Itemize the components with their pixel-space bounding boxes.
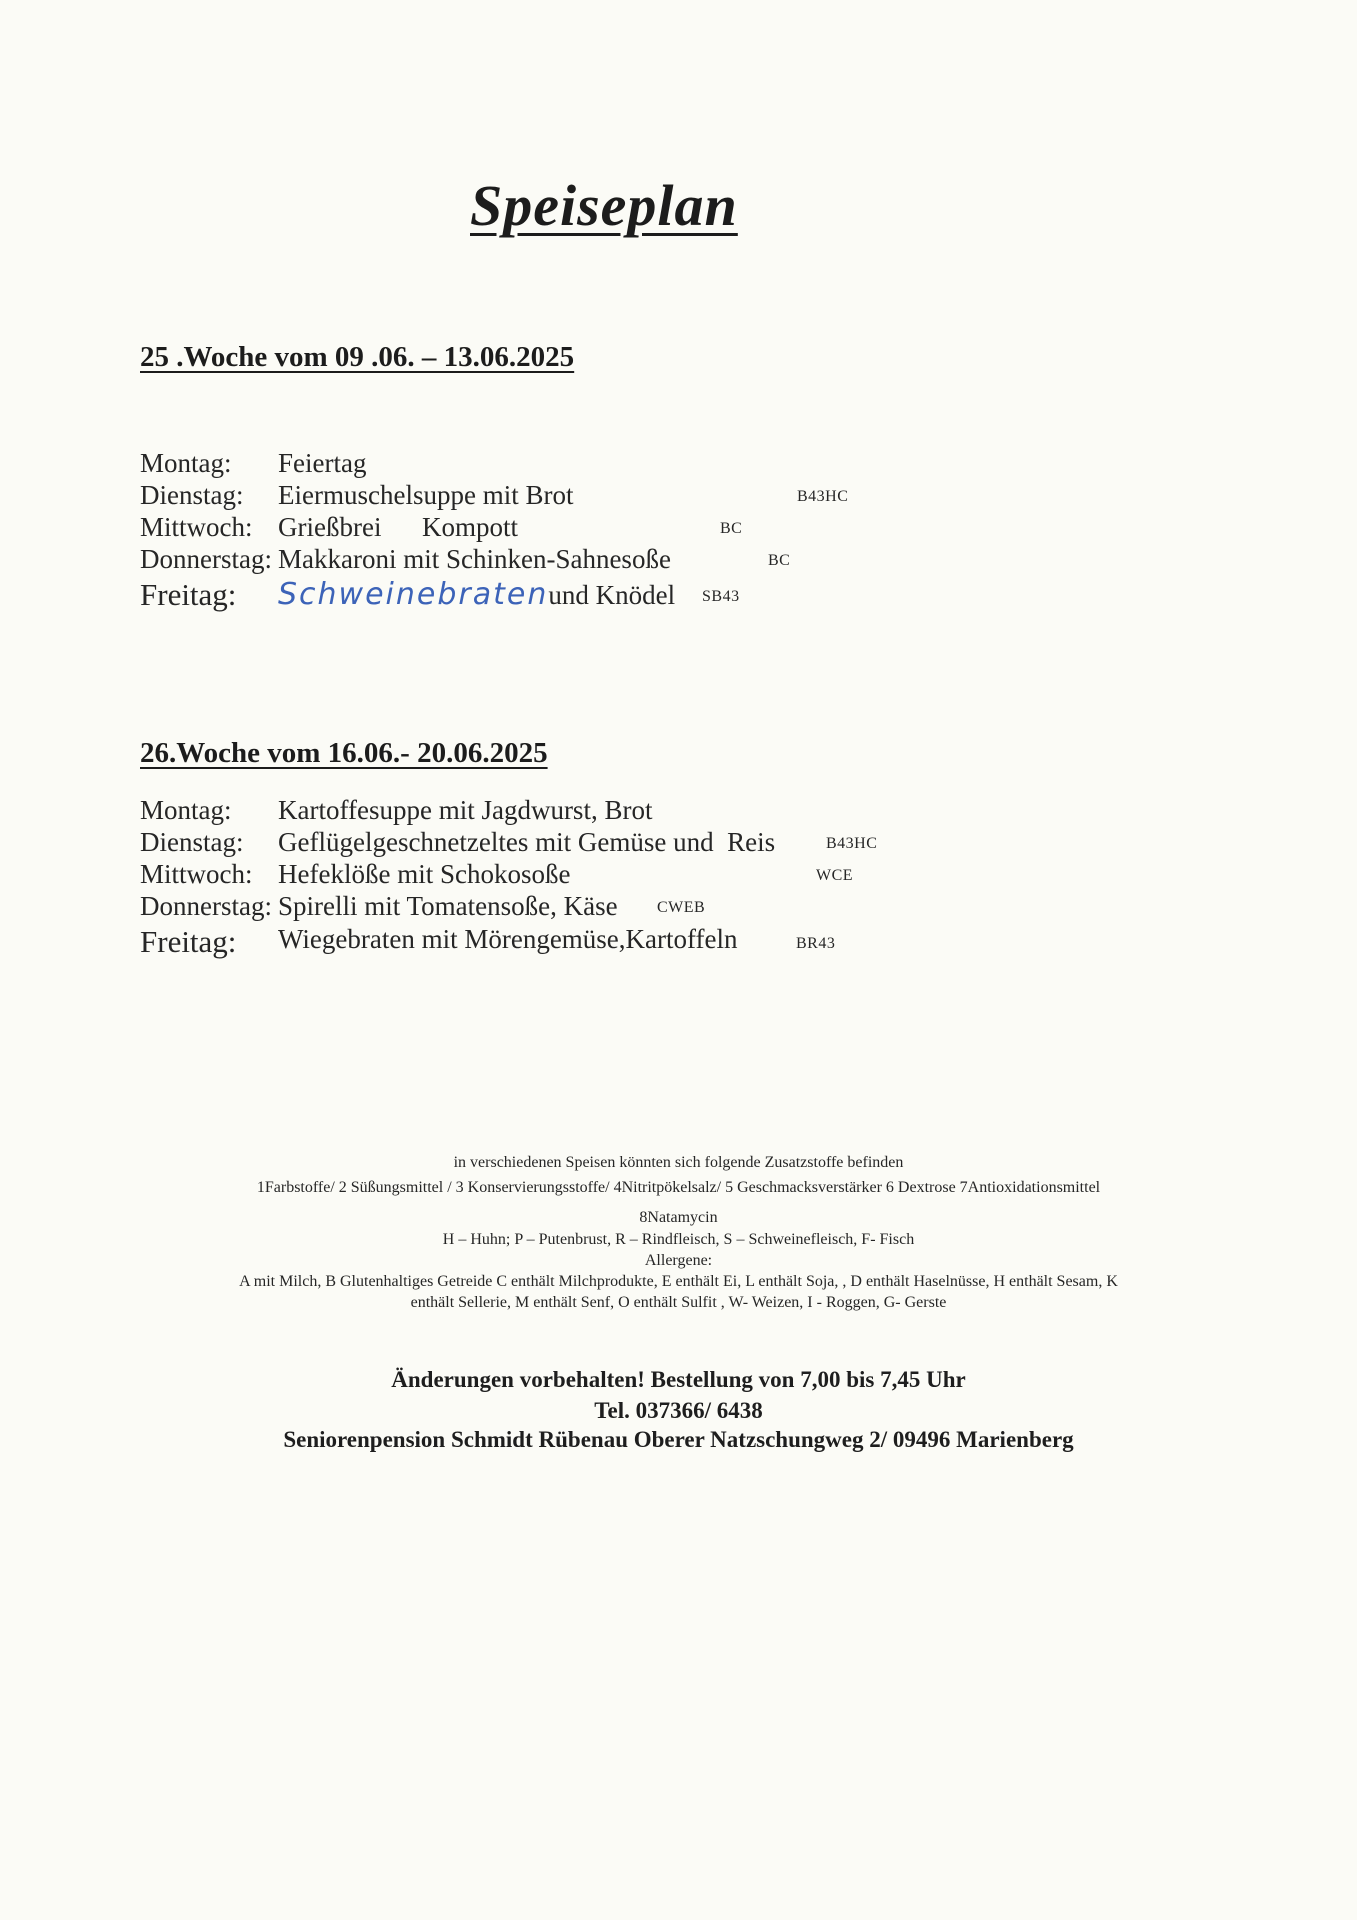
allergens-list-continued: enthält Sellerie, M enthält Senf, O enthält Sulfit , W- Weizen, I - Roggen, G- Gerste bbox=[410, 1294, 947, 1311]
meal-text: Eiermuschelsuppe mit Brot bbox=[278, 480, 574, 510]
allergen-code: CWEB bbox=[657, 899, 706, 916]
allergen-code: SB43 bbox=[702, 588, 740, 605]
day-label: Montag: bbox=[140, 795, 232, 825]
meal-text: Makkaroni mit Schinken-Sahnesoße bbox=[278, 544, 671, 574]
day-label: Mittwoch: bbox=[140, 512, 253, 542]
page-title: Speiseplan bbox=[470, 173, 738, 238]
meal-text: Kartoffesuppe mit Jagdwurst, Brot bbox=[278, 795, 653, 825]
meal-text: Hefeklöße mit Schokosoße bbox=[278, 859, 571, 889]
phone-number: Tel. 037366/ 6438 bbox=[594, 1398, 763, 1423]
address-line: Seniorenpension Schmidt Rübenau Oberer Natzschungweg 2/ 09496 Marienberg bbox=[283, 1427, 1074, 1452]
allergen-code: B43HC bbox=[826, 835, 878, 852]
additives-list: 1Farbstoffe/ 2 Süßungsmittel / 3 Konservierungsstoffe/ 4Nitritpökelsalz/ 5 Geschmacksverstärker 6 Dextrose 7Antioxidationsmittel bbox=[256, 1179, 1101, 1196]
day-label: Freitag: bbox=[140, 577, 237, 612]
handwritten-correction: Schweinebraten bbox=[278, 577, 549, 612]
week-26-heading: 26.Woche vom 16.06.- 20.06.2025 bbox=[140, 737, 548, 769]
allergen-code: BC bbox=[720, 520, 743, 537]
day-label: Mittwoch: bbox=[140, 859, 253, 889]
day-label: Donnerstag: bbox=[140, 544, 272, 574]
allergen-code: WCE bbox=[816, 867, 854, 884]
allergen-code: BC bbox=[768, 552, 791, 569]
allergens-list: A mit Milch, B Glutenhaltiges Getreide C enthält Milchprodukte, E enthält Ei, L enthält Soja, , D enthält Haselnüsse, H enthält Sesam, K bbox=[239, 1273, 1118, 1290]
meat-legend: H – Huhn; P – Putenbrust, R – Rindfleisch, S – Schweinefleisch, F- Fisch bbox=[442, 1231, 915, 1248]
meal-text: Geflügelgeschnetzeltes mit Gemüse und Reis bbox=[278, 827, 776, 857]
meal-text bbox=[278, 577, 675, 612]
day-label: Freitag: bbox=[140, 924, 237, 959]
day-label: Dienstag: bbox=[140, 827, 244, 857]
day-label: Montag: bbox=[140, 448, 232, 478]
additives-list-continued: 8Natamycin bbox=[639, 1209, 718, 1226]
meal-text: Feiertag bbox=[278, 448, 367, 478]
day-label: Dienstag: bbox=[140, 480, 244, 510]
additives-intro: in verschiedenen Speisen könnten sich folgende Zusatzstoffe befinden bbox=[453, 1154, 904, 1171]
allergen-code: BR43 bbox=[796, 935, 836, 952]
day-label: Donnerstag: bbox=[140, 891, 272, 921]
meal-text: Grießbrei Kompott bbox=[278, 512, 518, 542]
order-notice: Änderungen vorbehalten! Bestellung von 7,00 bis 7,45 Uhr bbox=[391, 1367, 966, 1392]
week-25-heading: 25 .Woche vom 09 .06. – 13.06.2025 bbox=[140, 341, 575, 373]
allergen-code: B43HC bbox=[797, 488, 849, 505]
allergens-heading: Allergene: bbox=[644, 1252, 713, 1269]
meal-text-suffix: und Knödel bbox=[548, 580, 676, 610]
meal-text: Wiegebraten mit Mörengemüse,Kartoffeln bbox=[278, 924, 738, 954]
meal-text: Spirelli mit Tomatensoße, Käse bbox=[278, 891, 618, 921]
